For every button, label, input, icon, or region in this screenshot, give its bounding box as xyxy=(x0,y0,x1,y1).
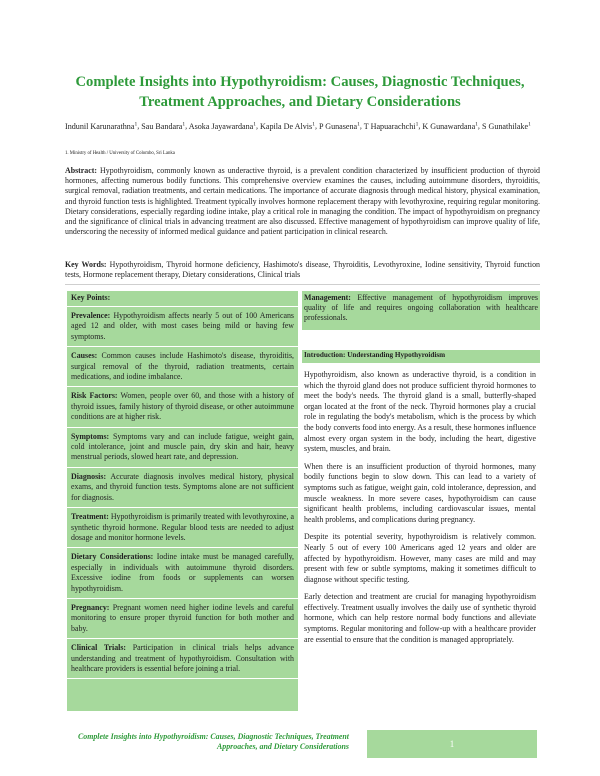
management-label: Management: xyxy=(304,293,351,302)
author-name-text: P Gunasena xyxy=(319,121,358,131)
key-point-text: Symptoms vary and can include fatigue, weight gain, cold intolerance, joint and muscle pain, dry skin and hair, heavy menstrual periods, slowed heart rate, and depression. xyxy=(71,431,294,462)
introduction-paragraph: Despite its potential severity, hypothyroidism is relatively common. Nearly 5 out of every 100 Americans aged 12 years and older are affected by hypothyroidism. However, many cases are mild and may present with few or subtle symptoms, making it sometimes difficult to diagnose without specific testing. xyxy=(304,532,536,584)
key-point-label: Clinical Trials: xyxy=(71,643,127,653)
key-points-box xyxy=(67,291,298,711)
key-point-label: Diagnosis: xyxy=(71,471,107,481)
key-point-label: Risk Factors: xyxy=(71,391,118,401)
key-point-item xyxy=(67,387,298,427)
key-point-text: Hypothyroidism is primarily treated with levothyroxine, a synthetic thyroid hormone. Regular blood tests are needed to adjust dosage and monitor hormone levels. xyxy=(71,512,294,542)
section-divider xyxy=(65,284,540,285)
page-footer xyxy=(67,730,537,770)
key-point-text: Women, people over 60, and those with a history of thyroid issues, family history of thyroid disease, or other autoimmune conditions are at higher risk. xyxy=(71,391,294,422)
introduction-paragraph: When there is an insufficient production of thyroid hormones, many bodily functions begin to slow down. This can lead to a variety of symptoms such as fatigue, weight gain, cold intolerance, depression, and muscle weakness. In more severe cases, hypothyroidism can cause significant health problems, including cardiovascular issues, mental health problems, and complications during pregnancy. xyxy=(304,461,536,524)
introduction-paragraph: Hypothyroidism, also known as underactive thyroid, is a condition in which the thyroid gland does not produce sufficient thyroid hormones to meet the body's needs. The thyroid gland is a small, butterfly-shaped organ located at the front of the neck. Thyroid hormones play a crucial role in regulating the body's metabolism, which is the process by which the body converts food into energy. As a result, these hormones influence almost every organ system in the body, including the heart, digestive system, muscles, and brain. xyxy=(304,370,536,454)
introduction-body xyxy=(304,370,536,652)
running-title: Complete Insights into Hypothyroidism: Causes, Diagnostic Techniques, Treatment Approaches, and Dietary Considerations xyxy=(77,732,349,752)
author-affiliation-mark: 1 xyxy=(312,121,315,127)
key-point-label: Dietary Considerations: xyxy=(71,552,154,562)
introduction-header: Introduction: Understanding Hypothyroidism xyxy=(302,350,540,363)
author-name xyxy=(482,122,531,131)
key-point-label: Causes: xyxy=(71,351,98,361)
key-point-text: Pregnant women need higher iodine levels and careful monitoring to ensure proper thyroid function for both mother and baby. xyxy=(71,602,294,633)
author-name-text: T Hapuarachchi xyxy=(363,121,416,131)
key-point-label: Treatment: xyxy=(71,512,109,522)
author-name xyxy=(189,122,256,131)
author-affiliation-mark: 1 xyxy=(415,121,419,127)
page-number: 1 xyxy=(367,730,537,758)
key-point-item xyxy=(67,307,298,347)
abstract-label: Abstract: xyxy=(65,166,97,175)
author-name-text: K Gunawardana xyxy=(422,121,476,131)
key-point-text: Accurate diagnosis involves medical history, physical exams, and thyroid function tests. Symptoms alone are not sufficient for diagnosis. xyxy=(71,471,294,502)
abstract-text: Hypothyroidism, commonly known as underactive thyroid, is a prevalent condition characterized by insufficient production of thyroid hormones, affecting numerous bodily functions. This comprehensive overview examines the causes, including autoimmune disorders, thyroiditis, surgical removal, radiation treatments, and certain medications. The importance of accurate diagnosis through medical history, physical examination, and thyroid function tests is highlighted. Treatment typically involves hormone replacement therapy with levothyroxine, requiring regular monitoring. Dietary considerations, especially regarding iodine intake, play a critical role in managing the condition. The impact of hypothyroidism on pregnancy and the significance of clinical trials in advancing treatment are also discussed. Effective management of hypothyroidism can improve quality of life, underscoring the necessity of informed medical guidance and patient participation in clinical research. xyxy=(65,166,540,237)
management-box xyxy=(302,291,540,330)
author-name-text: S Gunathilake xyxy=(481,121,529,131)
key-point-text: Participation in clinical trials helps advance understanding and treatment of hypothyroidism. Consultation with healthcare providers is essential before joining a trial. xyxy=(71,643,294,673)
author-name xyxy=(141,122,185,131)
key-point-label: Symptoms: xyxy=(71,431,110,441)
author-name xyxy=(319,122,360,131)
key-point-text: Iodine intake must be managed carefully, especially in individuals with autoimmune thyroid disorders. Excessive iodine from foods or supplements can worsen hypothyroidism. xyxy=(71,552,294,593)
author-affiliation-mark: 1 xyxy=(475,121,478,127)
author-affiliation-mark: 1 xyxy=(528,121,531,127)
key-point-item xyxy=(67,428,298,468)
key-point-item xyxy=(67,548,298,599)
author-affiliation-mark: 1 xyxy=(134,121,138,127)
author-name-text: Sau Bandara xyxy=(141,121,183,131)
author-affiliation-mark: 1 xyxy=(253,121,256,127)
introduction-paragraph: Early detection and treatment are crucial for managing hypothyroidism effectively. Treatment usually involves the daily use of synthetic thyroid hormone, which can help restore normal body functions and alleviate symptoms. Regular monitoring and follow-up with a healthcare provider are essential to ensure that the condition is managed appropriately. xyxy=(304,592,536,644)
paper-title: Complete Insights into Hypothyroidism: Causes, Diagnostic Techniques, Treatment Approaches, and Dietary Considerations xyxy=(75,74,525,110)
author-name-text: Asoka Jayawardana xyxy=(188,121,254,131)
author-name xyxy=(65,122,137,131)
keywords xyxy=(65,260,540,280)
abstract xyxy=(65,166,540,237)
key-point-item xyxy=(67,639,298,679)
key-point-item xyxy=(67,347,298,387)
key-points-list xyxy=(67,307,298,679)
key-point-label: Prevalence: xyxy=(71,311,111,320)
author-name-text: Indunil Karunarathna xyxy=(65,121,135,131)
key-point-item xyxy=(67,508,298,548)
author-list: Indunil Karunarathna$^1$, Sau Bandara$^1$, Asoka Jayawardana$^1$, Kapila De Alvis$^1$, P Gunasena$^1$, T Hapuarachchi$^1$, K Gunawardana$^1$, S Gunathilake$^1$ xyxy=(65,121,531,131)
keywords-label: Key Words: xyxy=(65,260,107,269)
management-text: Effective management of hypothyroidism improves quality of life and requires ongoing collaboration with healthcare professionals. xyxy=(304,293,538,323)
author-affiliation-mark: 1 xyxy=(182,121,186,127)
author-name xyxy=(260,122,315,131)
author-name-text: Kapila De Alvis xyxy=(260,121,313,131)
key-point-label: Pregnancy: xyxy=(71,602,110,612)
key-points-header: Key Points: xyxy=(67,291,298,307)
affiliation: 1. Ministry of Health / University of Colombo, Sri Lanka xyxy=(65,151,175,156)
key-point-item xyxy=(67,599,298,639)
key-point-text: Hypothyroidism affects nearly 5 out of 100 Americans aged 12 and older, with most cases being mild or having few symptoms. xyxy=(71,311,294,341)
author-name xyxy=(364,122,419,131)
author-affiliation-mark: 1 xyxy=(357,121,360,127)
key-point-item xyxy=(67,468,298,508)
key-point-text: Common causes include Hashimoto's disease, thyroiditis, surgical removal of the thyroid, radiation treatments, certain medications, and iodine imbalance. xyxy=(71,351,294,382)
author-name xyxy=(422,122,478,131)
keywords-text: Hypothyroidism, Thyroid hormone deficiency, Hashimoto's disease, Thyroiditis, Levothyroxine, Iodine sensitivity, Thyroid function tests, Hormone replacement therapy, Dietary considerations, Clinical trials xyxy=(65,260,540,280)
